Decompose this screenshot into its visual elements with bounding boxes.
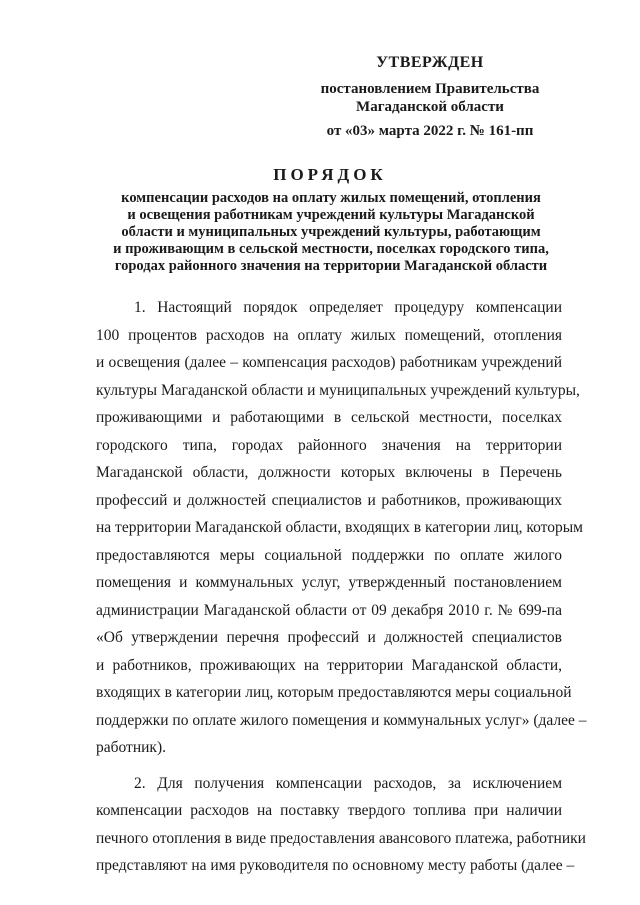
approval-line-2: Магаданской области: [356, 99, 504, 115]
subtitle-line: компенсации расходов на оплату жилых помещений, отопления: [121, 190, 541, 206]
body-line: проживающими и работающими в сельской местности, поселках: [96, 409, 562, 426]
subtitle-line: и освещения работникам учреждений культуры Магаданской: [127, 207, 535, 223]
body-line: предоставляются меры социальной поддержки по оплате жилого: [96, 546, 562, 564]
body-line: культуры Магаданской области и муниципальных учреждений культуры,: [96, 381, 580, 399]
body-line: профессий и должностей специалистов и работников, проживающих: [96, 491, 562, 509]
subtitle-line: городах районного значения на территории Магаданской области: [114, 258, 548, 274]
approval-date-line: от «03» марта 2022 г. № 161-пп: [326, 123, 534, 139]
body-line: помещения и коммунальных услуг, утвержденный постановлением: [96, 574, 562, 591]
document-subtitle: [96, 190, 566, 275]
body-line: Магаданской области, должности которых включены в Перечень: [96, 464, 562, 481]
body-line: и освещения (далее – компенсация расходов) работникам учреждений: [96, 354, 562, 371]
body-line: администрации Магаданской области от 09 декабря 2010 г. № 699-па: [96, 601, 562, 619]
body-line: 100 процентов расходов на оплату жилых помещений, отопления: [96, 326, 562, 344]
body-line: 2. Для получения компенсации расходов, за исключением: [134, 774, 562, 792]
body-line: и работников, проживающих на территории Магаданской области,: [96, 656, 562, 674]
approval-title: УТВЕРЖДЕН: [376, 54, 484, 71]
approval-line-1: постановлением Правительства: [320, 81, 540, 97]
body-line: печного отопления в виде предоставления авансового платежа, работники: [96, 829, 586, 847]
approval-stamp: [300, 54, 560, 140]
document-body: [96, 294, 587, 880]
body-line: 1. Настоящий порядок определяет процедуру компенсации: [134, 299, 562, 316]
subtitle-line: и проживающим в сельской местности, поселках городского типа,: [113, 241, 549, 257]
subtitle-line: области и муниципальных учреждений культуры, работающим: [121, 224, 541, 240]
body-line: работник).: [96, 739, 166, 756]
body-line: на территории Магаданской области, входящих в категории лиц, которым: [96, 519, 583, 536]
body-line: поддержки по оплате жилого помещения и коммунальных услуг» (далее –: [96, 711, 587, 729]
body-line: городского типа, городах районного значения на территории: [96, 436, 562, 454]
body-line: компенсации расходов на поставку твердого топлива при наличии: [96, 802, 562, 819]
document-title: ПОРЯДОК: [273, 165, 387, 184]
body-line: входящих в категории лиц, которым предоставляются меры социальной: [96, 684, 572, 701]
body-line: представляют на имя руководителя по основному месту работы (далее –: [96, 857, 575, 874]
body-line: «Об утверждении перечня профессий и должностей специалистов: [96, 629, 562, 646]
